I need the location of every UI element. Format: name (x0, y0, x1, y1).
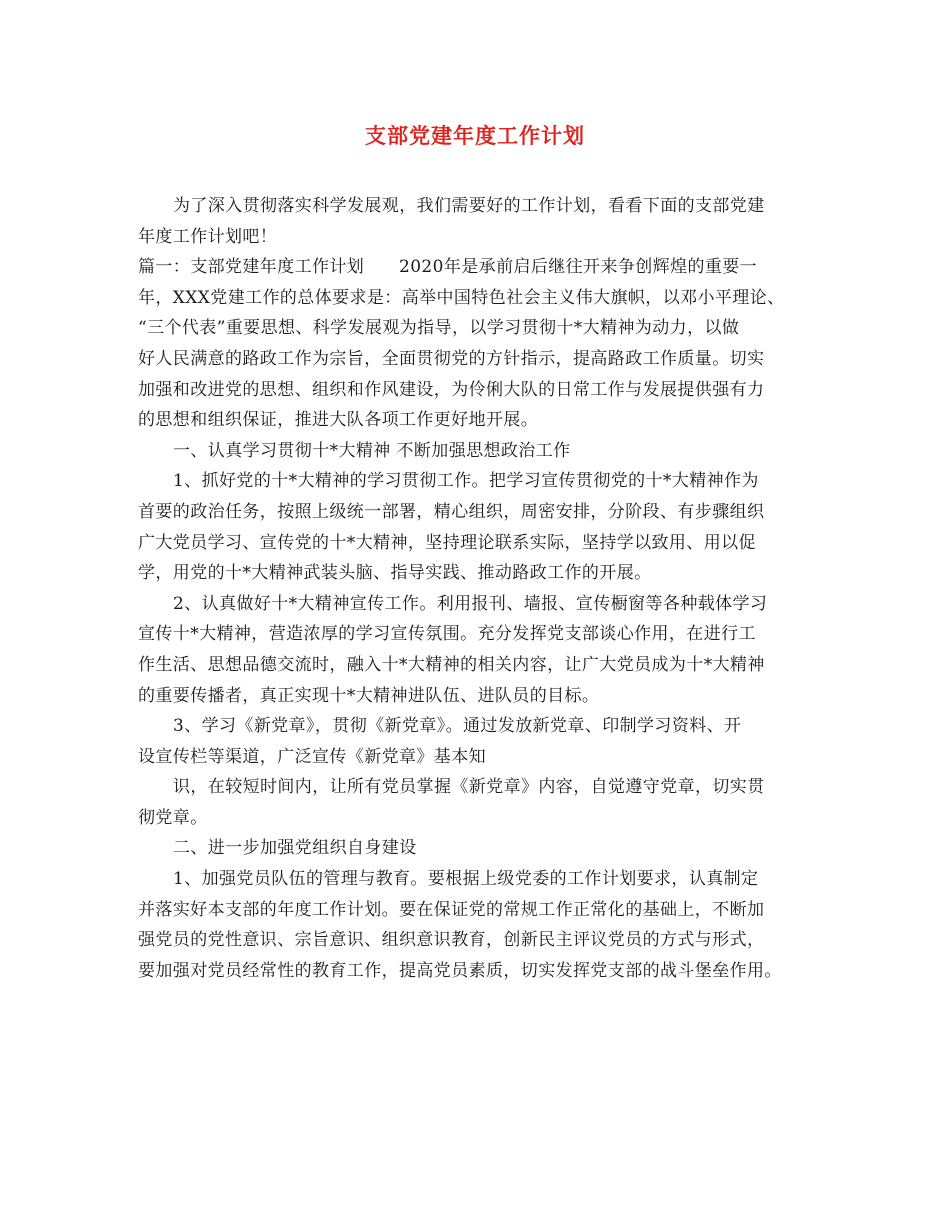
document-line: 的思想和组织保证，推进大队各项工作更好地开展。 (138, 410, 539, 431)
document-line: 强党员的党性意识、宗旨意识、组织意识教育，创新民主评议党员的方式与形式， (138, 930, 765, 951)
document-line: “三个代表”重要思想、科学发展观为指导，以学习贯彻十*大精神为动力，以做 (138, 318, 740, 339)
document-line: 为了深入贯彻落实科学发展观，我们需要好的工作计划，看看下面的支部党建 (173, 196, 765, 216)
document-line: 2、认真做好十*大精神宣传工作。利用报刊、墙报、宣传橱窗等各种载体学习 (173, 593, 768, 614)
document-line: 的重要传播者，真正实现十*大精神进队伍、进队员的目标。 (138, 685, 600, 706)
document-line: 作生活、思想品德交流时，融入十*大精神的相关内容，让广大党员成为十*大精神 (138, 654, 765, 675)
document-line: 3、学习《新党章》，贯彻《新党章》。通过发放新党章、印制学习资料、开 (173, 716, 742, 737)
document-line: 加强和改进党的思想、组织和作风建设，为伶俐大队的日常工作与发展提供强有力 (138, 379, 765, 400)
document-line: 一、认真学习贯彻十*大精神 不断加强思想政治工作 (173, 440, 571, 461)
document-line: 1、加强党员队伍的管理与教育。要根据上级党委的工作计划要求，认真制定 (173, 869, 759, 890)
document-line: 年度工作计划吧！ (138, 226, 278, 247)
document-line: 广大党员学习、宣传党的十*大精神，坚持理论联系实际，坚持学以致用、用以促 (138, 532, 756, 553)
document-line: 年，XXX党建工作的总体要求是：高举中国特色社会主义伟大旗帜，以邓小平理论、 (138, 287, 785, 308)
document-line: 好人民满意的路政工作为宗旨，全面贯彻党的方针指示，提高路政工作质量。切实 (138, 348, 765, 369)
document-line: 宣传十*大精神，营造浓厚的学习宣传氛围。充分发挥党支部谈心作用，在进行工 (138, 624, 756, 645)
document-line: 学，用党的十*大精神武装头脑、指导实践、推动路政工作的开展。 (138, 563, 652, 584)
document-title: 支部党建年度工作计划 (365, 123, 585, 148)
document-line: 并落实好本支部的年度工作计划。要在保证党的常规工作正常化的基础上，不断加 (138, 899, 765, 920)
document-line: 篇一：支部党建年度工作计划 2020年是承前启后继往开来争创辉煌的重要一 (138, 257, 758, 278)
document-line: 二、进一步加强党组织自身建设 (173, 838, 417, 859)
document-body (138, 191, 828, 986)
document-line: 首要的政治任务，按照上级统一部署，精心组织，周密安排，分阶段、有步骤组织 (138, 501, 765, 522)
document-line: 彻党章。 (138, 807, 208, 828)
document-line: 1、抓好党的十*大精神的学习贯彻工作。把学习宣传贯彻党的十*大精神作为 (173, 471, 759, 492)
document-line: 识，在较短时间内，让所有党员掌握《新党章》内容，自觉遵守党章，切实贯 (173, 777, 765, 798)
document-line: 要加强对党员经常性的教育工作，提高党员素质，切实发挥党支部的战斗堡垒作用。 (138, 960, 782, 981)
document-line: 设宣传栏等渠道，广泛宣传《新党章》基本知 (138, 746, 486, 767)
